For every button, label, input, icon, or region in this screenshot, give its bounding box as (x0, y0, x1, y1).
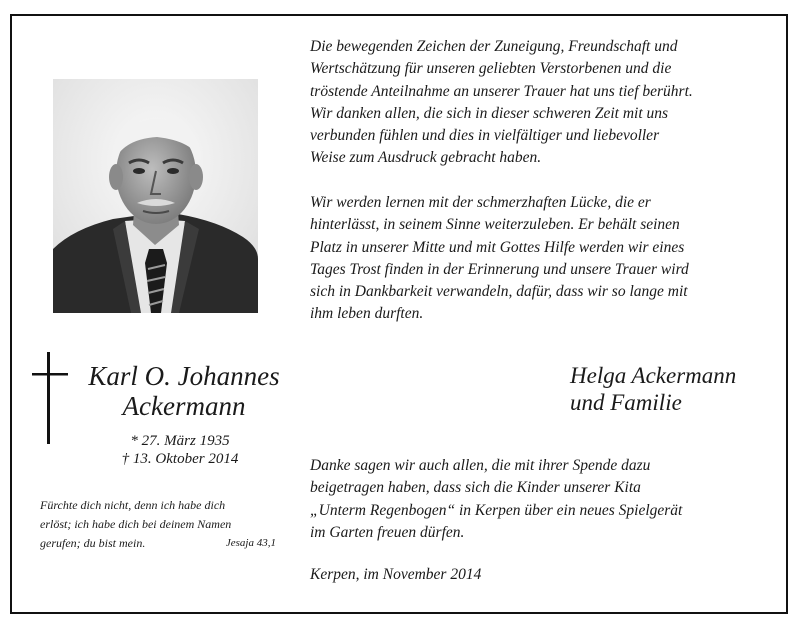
signer-line-2: und Familie (570, 390, 682, 415)
text-line: Wir werden lernen mit der schmerzhaften Lücke, die er (310, 194, 651, 211)
text-line: sich in Dankbarkeit verwandeln, dafür, dass wir so lange mit (310, 283, 688, 301)
text-line: beigetragen haben, dass sich die Kinder unserer Kita (310, 479, 641, 497)
text-line: Wir danken allen, die sich in dieser schweren Zeit mit uns (310, 104, 669, 122)
text-line: Wertschätzung für unseren geliebten Verstorbenen und die (310, 60, 672, 78)
deceased-name (66, 361, 302, 421)
verse-line: Fürchte dich nicht, denn ich habe dich (40, 498, 226, 512)
verse-reference: Jesaja 43,1 (225, 537, 276, 549)
text-line: Weise zum Ausdruck gebracht haben. (310, 149, 542, 167)
bible-verse (40, 496, 276, 553)
verse-line: gerufen; du bist mein. (40, 536, 146, 550)
thank-you-paragraph-2 (310, 192, 770, 326)
portrait-photo (53, 79, 258, 313)
death-date: † 13. Oktober 2014 (121, 451, 239, 467)
verse-line: erlöst; ich habe dich bei deinem Namen (40, 517, 232, 531)
deceased-name-line-1: Karl O. Johannes (88, 361, 280, 391)
text-line: ihm leben durften. (310, 305, 424, 323)
text-line: „Unterm Regenbogen“ in Kerpen über ein neues Spielgerät (310, 501, 683, 519)
text-line: tröstende Anteilnahme an unserer Trauer hat uns tief berührt. (310, 82, 693, 100)
text-line: Die bewegenden Zeichen der Zuneigung, Freundschaft und (310, 38, 678, 55)
deceased-name-line-2: Ackermann (122, 391, 246, 421)
signer-line-1: Helga Ackermann (570, 363, 737, 388)
text-line: hinterlässt, in seinem Sinne weiterzuleben. Er behält seinen (310, 216, 680, 234)
birth-date: * 27. März 1935 (130, 433, 230, 449)
life-dates (80, 432, 280, 468)
thank-you-paragraph-1 (310, 36, 770, 170)
cross-icon (32, 352, 68, 444)
place-date-closing: Kerpen, im November 2014 (310, 566, 482, 583)
text-line: Danke sagen wir auch allen, die mit ihrer Spende dazu (310, 457, 651, 474)
donation-thanks-paragraph (310, 455, 740, 544)
text-line: im Garten freuen dürfen. (310, 523, 465, 541)
text-line: verbunden fühlen und dies in vielfältiger und liebevoller (310, 127, 660, 145)
text-line: Tages Trost finden in der Erinnerung und unsere Trauer wird (310, 260, 689, 278)
signers (570, 362, 780, 416)
text-line: Platz in unserer Mitte und mit Gottes Hilfe werden wir eines (310, 238, 685, 256)
